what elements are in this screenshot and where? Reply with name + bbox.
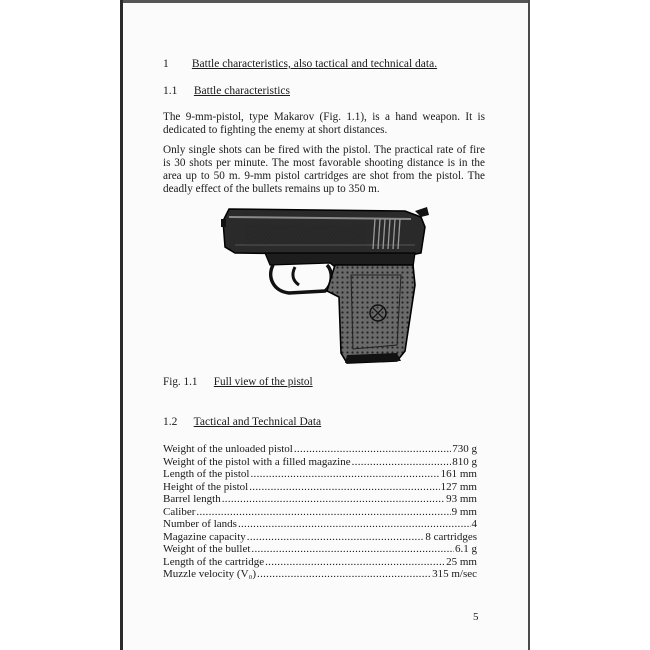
spec-value: 4 [471,518,477,530]
spec-row [163,543,477,556]
spec-value: 161 mm [440,468,477,480]
leader-dots [196,506,450,519]
paragraph-intro: The 9-mm-pistol, type Makarov (Fig. 1.1), is a hand weapon. It is dedicated to fighting the enemy at short distances. [163,111,485,136]
spec-label: Weight of the pistol with a filled magazine [163,455,351,468]
section-title: Battle characteristics, also tactical and technical data. [191,58,438,70]
leader-dots [294,443,451,456]
section-1-2-heading [163,416,503,428]
spec-value: 315 m/sec [432,568,477,580]
spec-value: 810 g [452,455,477,468]
spec-row [163,481,477,494]
figure-caption [163,376,503,388]
spec-row [163,556,477,569]
leader-dots [257,568,431,581]
section-number: 1 [163,58,169,70]
spec-value: 127 mm [440,480,477,493]
leader-dots [352,456,452,469]
section-1-heading [163,58,503,70]
spec-row [163,568,477,581]
leader-dots [222,493,445,506]
paragraph-details: Only single shots can be fired with the pistol. The practical rate of fire is 30 shots per minute. The most favorable shooting distance is in the area up to 50 m. 9-mm pistol cartridges are shot from the pistol. The deadly effect of the bullets remains up to 350 m. [163,144,485,195]
spec-value: 9 mm [451,505,477,518]
leader-dots [238,518,471,531]
spec-row [163,506,477,519]
section-title: Battle characteristics [193,85,290,97]
section-1-1-heading [163,85,503,97]
figure-label: Fig. 1.1 [163,376,198,388]
document-page [120,0,530,650]
spec-value: 93 mm [446,493,477,505]
pistol-illustration [215,205,447,365]
section-title: Tactical and Technical Data [193,416,322,428]
spec-label: Length of the cartridge [163,555,265,568]
spec-label: Length of the pistol [163,468,250,480]
specifications-table [163,443,477,581]
spec-label: Weight of the bullet [163,543,251,555]
spec-label: Number of lands [163,518,237,530]
spec-value: 730 g [452,443,477,455]
spec-label: Caliber [163,505,196,518]
figure-title: Full view of the pistol [213,376,313,388]
spec-label: Magazine capacity [163,530,246,543]
spec-label: Height of the pistol [163,480,249,493]
spec-label: Barrel length [163,493,221,505]
leader-dots [250,468,439,481]
leader-dots [265,556,445,569]
trigger-guard [271,265,332,293]
leader-dots [251,543,454,556]
section-number: 1.1 [163,85,178,97]
spec-value: 8 cartridges [425,530,477,543]
section-number: 1.2 [163,416,178,428]
spec-row [163,531,477,544]
leader-dots [247,531,425,544]
spec-label: Weight of the unloaded pistol [163,443,293,455]
spec-value: 6.1 g [455,543,477,555]
page-number: 5 [473,611,479,623]
leader-dots [249,481,439,494]
spec-row [163,443,477,456]
spec-value: 25 mm [446,555,477,568]
spec-row [163,493,477,506]
spec-row [163,518,477,531]
spec-row [163,456,477,469]
spec-label: Muzzle velocity (V₀) [163,568,257,580]
spec-row [163,468,477,481]
